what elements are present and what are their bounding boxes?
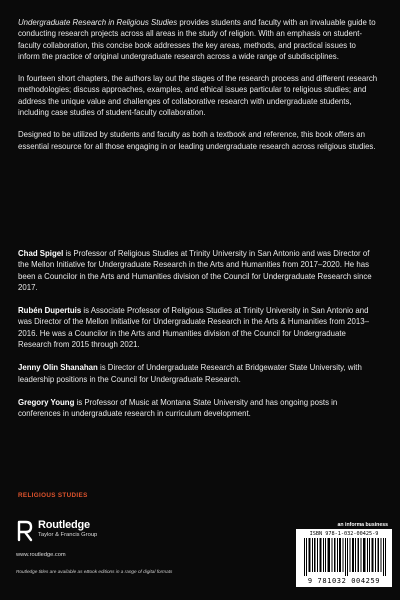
author-bios bbox=[18, 248, 380, 432]
publisher-name: Routledge bbox=[38, 519, 90, 531]
description-paragraph-2: In fourteen short chapters, the authors lay out the stages of the research process and different research methodologies; discuss approaches, examples, and ethical issues particular to religious studies; and address the unique value and challenges of collaborative research with undergraduate students, including case studies of student-faculty collaboration. bbox=[18, 74, 378, 118]
description-paragraph-1 bbox=[18, 17, 378, 62]
book-title: Undergraduate Research in Religious Studies bbox=[18, 18, 178, 27]
description-paragraph-3: Designed to be utilized by students and faculty as both a textbook and reference, this book offers an essential resource for all those engaging in or leading undergraduate research across religious studies. bbox=[18, 130, 376, 151]
publisher-url[interactable]: www.routledge.com bbox=[16, 552, 66, 558]
author-bio-text: is Professor of Music at Montana State University and has ongoing posts in conferences in undergraduate research in curriculum development. bbox=[18, 397, 338, 419]
author-bio bbox=[18, 397, 380, 420]
routledge-logo-icon bbox=[16, 520, 34, 542]
barcode-digits: 9 781032 004259 bbox=[307, 577, 381, 585]
author-bio-text: is Associate Professor of Religious Studies at Trinity University in San Antonio and was Director of the Mellon Initiative for Undergraduate Research in the Arts & Humanities from 2013–2016. He was a Councilor in the Arts and Humanities division of the Council for Undergraduate Research from 2015 through 2021. bbox=[18, 306, 369, 350]
subject-category: RELIGIOUS STUDIES bbox=[18, 492, 88, 499]
author-bio bbox=[18, 362, 380, 385]
description-text: provides students and faculty with an invaluable guide to conducting research projects across all areas in the study of religion. With an emphasis on student-faculty collaboration, this concise book addresses the key areas, methods, and practical issues to inform the practice of original undergraduate research across a wide range of subdisciplines. bbox=[18, 18, 376, 61]
author-bio bbox=[18, 305, 380, 350]
author-name: Jenny Olin Shanahan bbox=[18, 363, 98, 373]
author-name: Chad Spigel bbox=[18, 249, 64, 258]
publisher-group: Taylor & Francis Group bbox=[38, 532, 98, 538]
author-bio-text: is Professor of Religious Studies at Trinity University in San Antonio and was Director of the Mellon Initiative for Undergraduate Research in the Arts and Humanities from 2017–2020. He has been a Councilor in the Arts and Humanities division of the Council for Undergraduate Research since 2017. bbox=[18, 249, 372, 292]
barcode bbox=[296, 529, 392, 587]
ebook-note: Routledge titles are available as eBook editions in a range of digital formats bbox=[16, 569, 173, 574]
author-name: Rubén Dupertuis bbox=[18, 306, 82, 316]
isbn-label: ISBN 978-1-032-00425-9 bbox=[309, 531, 379, 537]
author-bio-text: is Director of Undergraduate Research at Bridgewater State University, with leadership positions in the Council for Undergraduate Research. bbox=[18, 363, 362, 384]
author-name: Gregory Young bbox=[18, 397, 75, 407]
informa-business-text: an informa business bbox=[337, 522, 388, 528]
barcode-bars-icon bbox=[304, 538, 388, 576]
publisher-block bbox=[16, 519, 236, 589]
book-description bbox=[18, 17, 378, 152]
author-bio bbox=[18, 248, 380, 293]
